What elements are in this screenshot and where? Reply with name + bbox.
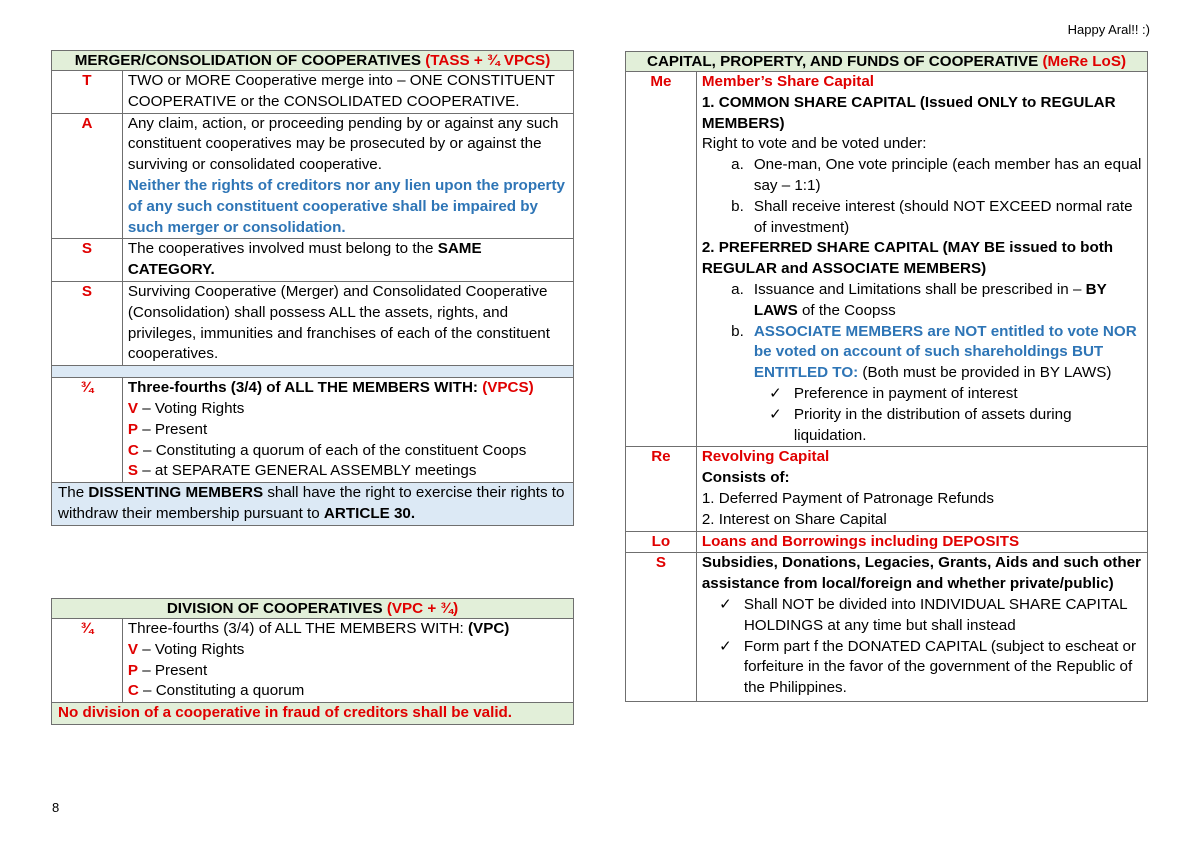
merger-row-a xyxy=(52,113,574,239)
quorum-item xyxy=(128,461,569,482)
capital-title-code: (MeRe LoS) xyxy=(1042,53,1126,70)
merger-row-s1 xyxy=(52,239,574,282)
quorum-item xyxy=(128,661,569,682)
row-emphasis: Neither the rights of creditors nor any lien upon the property of any such constituent cooperative shall be impaired by such merger or consolidation. xyxy=(127,176,565,236)
sub-mark: a. xyxy=(731,280,744,298)
merger-title-code: (TASS + ¾ VPCS) xyxy=(425,52,551,69)
check-item xyxy=(702,384,1143,405)
division-row-quorum xyxy=(52,619,574,703)
header-note: Happy Aral!! :) xyxy=(1067,22,1150,37)
sub-item xyxy=(702,155,1143,197)
quorum-item xyxy=(128,441,569,462)
capital-title-main: CAPITAL, PROPERTY, AND FUNDS OF COOPERATIVE xyxy=(646,53,1039,70)
sub-bold: BY LAWS xyxy=(753,280,1107,319)
capital-row-lo xyxy=(626,531,1148,553)
list-item: 2. Interest on Share Capital xyxy=(701,510,887,528)
note-bold: DISSENTING MEMBERS xyxy=(88,484,264,502)
row-label: A xyxy=(52,113,123,239)
row-text: Surviving Cooperative (Merger) and Consolidated Cooperative (Consolidation) shall possess ALL the assets, rights, and privileges, immunities and franchises of each of the constituent cooperatives. xyxy=(122,281,573,365)
sub-text: of the Coopss xyxy=(801,301,896,319)
row-content xyxy=(122,378,573,483)
capital-row-re xyxy=(626,447,1148,531)
check-text: Priority in the distribution of assets during liquidation. xyxy=(793,405,1072,444)
spacer-row xyxy=(52,366,574,378)
quorum-heading xyxy=(128,619,569,640)
row-label: S xyxy=(626,553,697,702)
row-label: ¾ xyxy=(52,378,123,483)
item-text: – Constituting a quorum xyxy=(138,682,305,700)
division-title xyxy=(52,599,574,619)
division-title-main: DIVISION OF COOPERATIVES xyxy=(166,600,383,617)
item-text: – Constituting a quorum of each of the constituent Coops xyxy=(138,441,527,459)
preferred-share-heading: 2. PREFERRED SHARE CAPITAL (MAY BE issued to both REGULAR and ASSOCIATE MEMBERS) xyxy=(701,239,1114,278)
item-text: – Voting Rights xyxy=(137,399,245,417)
row-content xyxy=(122,239,573,282)
row-text: TWO or MORE Cooperative merge into – ONE CONSTITUENT COOPERATIVE or the CONSOLIDATED COOPERATIVE. xyxy=(122,71,573,114)
sub-text: One-man, One vote principle (each member has an equal say – 1:1) xyxy=(753,156,1142,194)
page-number: 8 xyxy=(52,800,60,815)
sub-mark: a. xyxy=(731,156,744,174)
check-item xyxy=(702,405,1143,447)
row-content xyxy=(696,553,1147,702)
item-text: – Present xyxy=(137,420,208,438)
item-letter: C xyxy=(127,682,139,700)
row-label: S xyxy=(52,239,123,282)
note-text: The xyxy=(58,484,85,502)
row-heading: Loans and Borrowings including DEPOSITS xyxy=(696,531,1147,553)
check-text: Shall NOT be divided into INDIVIDUAL SHARE CAPITAL HOLDINGS at any time but shall instead xyxy=(743,595,1128,634)
capital-row-me xyxy=(626,72,1148,447)
item-letter: C xyxy=(127,441,139,459)
item-letter: S xyxy=(127,462,138,480)
item-letter: P xyxy=(127,420,138,438)
quorum-item xyxy=(128,640,569,661)
capital-row-s xyxy=(626,553,1148,702)
merger-table xyxy=(51,50,574,526)
right-to-vote: Right to vote and be voted under: xyxy=(701,135,927,153)
quorum-heading-code: (VPC) xyxy=(468,620,510,637)
sub-emphasis: ASSOCIATE MEMBERS are NOT entitled to vote NOR be voted on account of such shareholdings BUT ENTITLED TO: xyxy=(753,322,1137,382)
common-share-heading: 1. COMMON SHARE CAPITAL (Issued ONLY to REGULAR MEMBERS) xyxy=(701,93,1116,132)
sub-item xyxy=(702,322,1143,384)
capital-title xyxy=(626,52,1148,72)
quorum-heading-text: Three-fourths (3/4) of ALL THE MEMBERS WITH: xyxy=(127,620,464,637)
row-label: ¾ xyxy=(52,619,123,703)
division-title-code: (VPC + ¾) xyxy=(386,600,459,617)
row-heading: Member’s Share Capital xyxy=(701,73,875,90)
merger-row-quorum xyxy=(52,378,574,483)
sub-mark: b. xyxy=(731,322,744,340)
sub-text: Issuance and Limitations shall be prescribed in – xyxy=(753,280,1082,298)
row-label: Lo xyxy=(626,531,697,553)
quorum-item xyxy=(128,681,569,702)
check-text: Form part f the DONATED CAPITAL (subject to escheat or forfeiture in the favor of the government of the Republic of the Philippines. xyxy=(743,637,1137,697)
row-label: T xyxy=(52,71,123,114)
merger-row-s2 xyxy=(52,281,574,365)
checkmark-icon: ✓ xyxy=(719,637,732,655)
row-content xyxy=(696,72,1147,447)
note-bold: ARTICLE 30. xyxy=(323,504,416,522)
row-text: The cooperatives involved must belong to the xyxy=(127,240,434,258)
item-text: – Present xyxy=(138,661,208,679)
list-item: 1. Deferred Payment of Patronage Refunds xyxy=(701,489,994,507)
sub-mark: b. xyxy=(731,197,744,215)
sub-item xyxy=(702,280,1143,322)
merger-title-main: MERGER/CONSOLIDATION OF COOPERATIVES xyxy=(74,52,421,69)
sub-content xyxy=(754,280,1143,322)
check-item xyxy=(702,595,1143,637)
quorum-heading xyxy=(128,378,569,399)
check-item xyxy=(702,637,1143,699)
consists-of: Consists of: xyxy=(701,469,790,487)
row-label: S xyxy=(52,281,123,365)
merger-row-t xyxy=(52,71,574,114)
checkmark-icon: ✓ xyxy=(769,405,782,423)
capital-table xyxy=(625,51,1148,702)
division-table xyxy=(51,598,574,725)
item-letter: V xyxy=(127,399,138,417)
item-letter: V xyxy=(127,640,138,658)
quorum-item xyxy=(128,420,569,441)
item-text: – Voting Rights xyxy=(138,640,245,658)
check-text: Preference in payment of interest xyxy=(793,384,1018,402)
row-text: Any claim, action, or proceeding pending by or against any such constituent cooperatives may be prosecuted by or against the surviving or consolidated cooperative. xyxy=(127,114,559,174)
quorum-heading-text: Three-fourths (3/4) of ALL THE MEMBERS WITH: xyxy=(127,379,478,397)
item-text: – at SEPARATE GENERAL ASSEMBLY meetings xyxy=(137,462,477,480)
note-text: shall have the right to exercise their rights to withdraw their membership pursuant to xyxy=(58,484,565,522)
row-heading: Revolving Capital xyxy=(701,448,830,466)
row-bold: SAME CATEGORY. xyxy=(127,240,482,279)
dissenting-note xyxy=(52,483,574,526)
row-content xyxy=(122,619,573,703)
row-label: Me xyxy=(626,72,697,447)
checkmark-icon: ✓ xyxy=(769,384,782,402)
row-content xyxy=(122,113,573,239)
sub-item xyxy=(702,197,1143,239)
sub-text: Shall receive interest (should NOT EXCEED normal rate of investment) xyxy=(753,197,1133,236)
quorum-heading-code: (VPCS) xyxy=(482,379,534,397)
merger-title xyxy=(52,51,574,71)
sub-text: (Both must be provided in BY LAWS) xyxy=(862,364,1112,382)
sub-content xyxy=(754,322,1143,384)
row-heading: Subsidies, Donations, Legacies, Grants, Aids and such other assistance from local/foreign and whether private/public) xyxy=(701,554,1141,593)
row-content xyxy=(696,447,1147,531)
division-note: No division of a cooperative in fraud of creditors shall be valid. xyxy=(52,703,574,725)
checkmark-icon: ✓ xyxy=(719,595,732,613)
item-letter: P xyxy=(127,661,138,679)
row-label: Re xyxy=(626,447,697,531)
quorum-item xyxy=(128,399,569,420)
